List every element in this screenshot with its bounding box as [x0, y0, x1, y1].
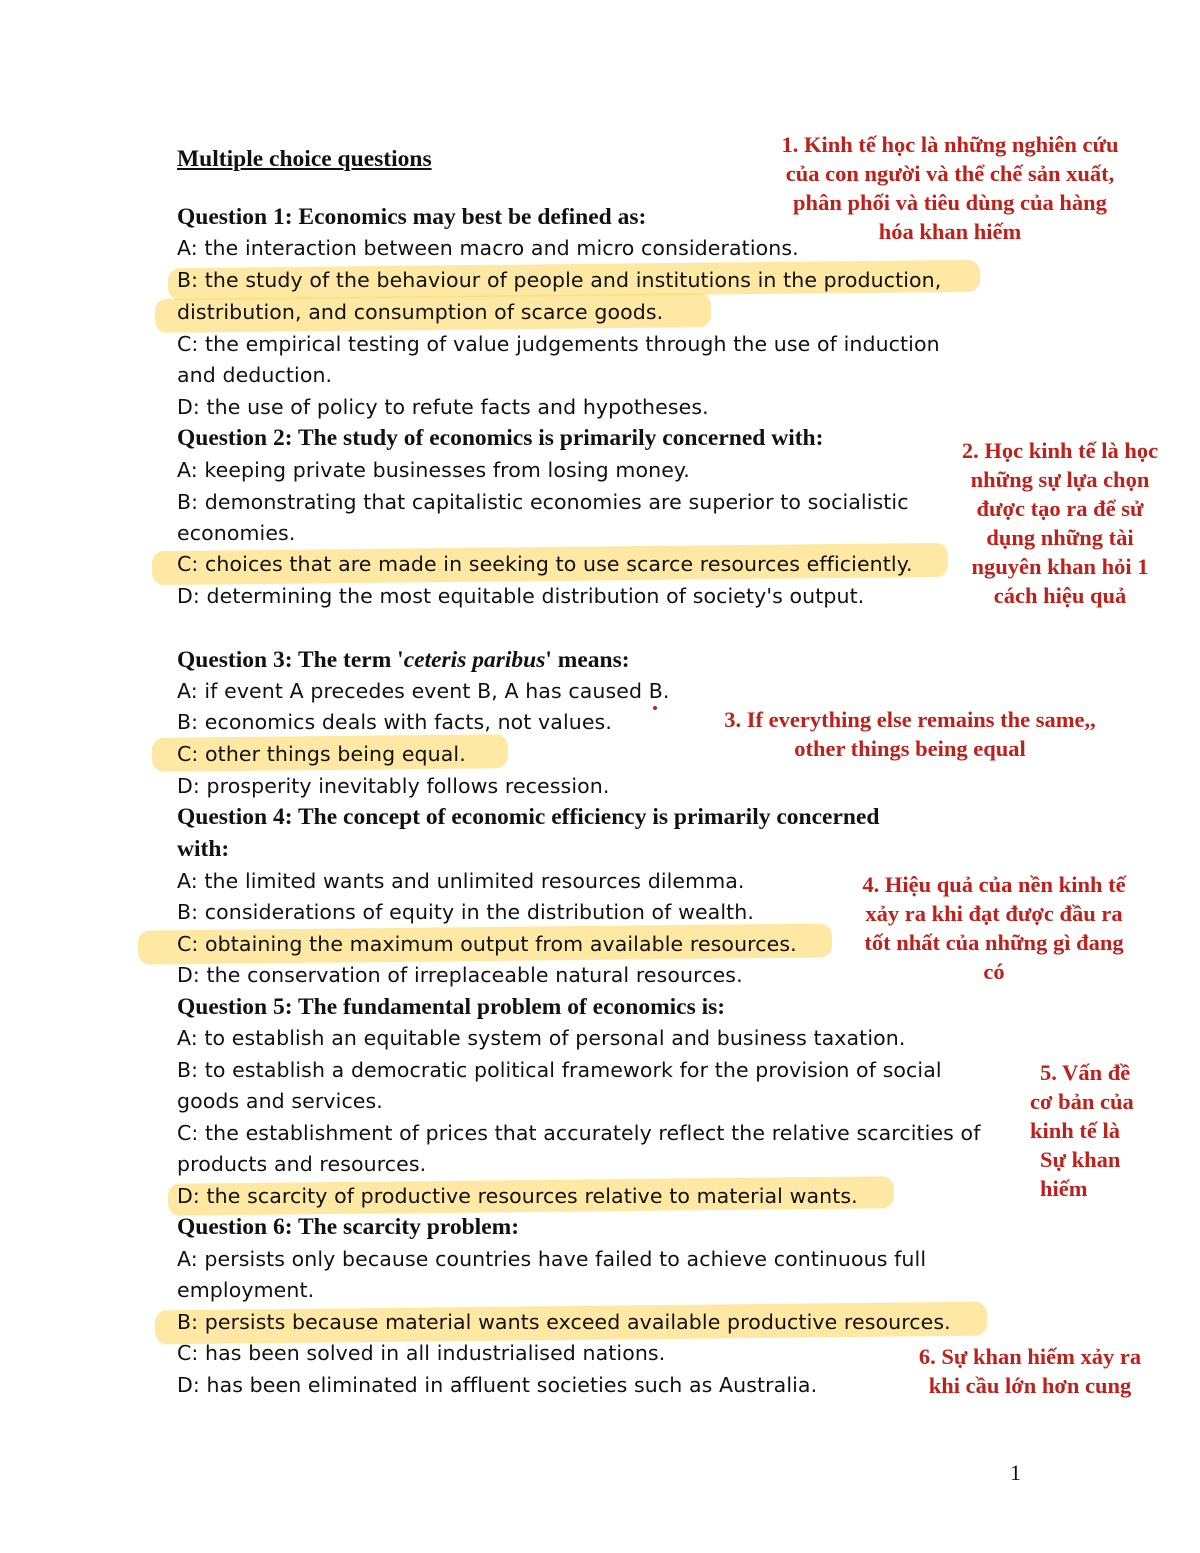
- question-6-option: D: has been eliminated in affluent societies such as Australia.: [177, 1373, 818, 1397]
- annotation-line: có: [983, 959, 1005, 984]
- annotation-line: 4. Hiệu quả của nền kinh tế: [862, 872, 1126, 897]
- annotation-line: những sự lựa chọn: [970, 467, 1150, 492]
- annotation-line: kinh tế là: [1030, 1118, 1121, 1143]
- question-4-heading-cont: with:: [177, 836, 230, 862]
- annotation-line: cách hiệu quả: [993, 583, 1127, 608]
- annotation-6: [880, 1342, 1180, 1400]
- annotation-line: 3. If everything else remains the same,,: [724, 707, 1096, 732]
- question-2-option: D: determining the most equitable distribution of society's output.: [177, 584, 865, 608]
- annotation-line: tốt nhất của những gì đang: [864, 930, 1124, 955]
- annotation-1: [740, 130, 1160, 246]
- question-3-option: A: if event A precedes event B, A has caused B.: [177, 679, 670, 703]
- annotation-line: xảy ra khi đạt được đầu ra: [865, 901, 1123, 926]
- annotation-line: phân phối và tiêu dùng của hàng: [793, 190, 1107, 215]
- question-6-option: employment.: [177, 1278, 315, 1302]
- annotation-line: dụng những tài: [986, 525, 1134, 550]
- question-3-heading-prefix: Question 3: The term ': [177, 647, 404, 673]
- annotation-line: của con người và thể chế sản xuất,: [785, 161, 1115, 186]
- question-4-heading: Question 4: The concept of economic efficiency is primarily concerned: [177, 804, 880, 830]
- question-4-option: C: obtaining the maximum output from available resources.: [177, 932, 797, 956]
- question-5-option: B: to establish a democratic political framework for the provision of social: [177, 1058, 942, 1082]
- question-6-option: B: persists because material wants exceed available productive resources.: [177, 1310, 951, 1334]
- question-1-option: B: the study of the behaviour of people and institutions in the production,: [177, 268, 942, 292]
- question-2-option: A: keeping private businesses from losing money.: [177, 458, 690, 482]
- annotation-line: được tạo ra để sử: [976, 496, 1144, 521]
- question-6-option: A: persists only because countries have failed to achieve continuous full: [177, 1247, 927, 1271]
- question-2-option: C: choices that are made in seeking to use scarce resources efficiently.: [177, 552, 913, 576]
- question-3-heading-term: ceteris paribus: [403, 647, 546, 673]
- annotation-3: [690, 705, 1130, 763]
- annotation-line: hiếm: [1040, 1176, 1088, 1201]
- question-4-option: A: the limited wants and unlimited resources dilemma.: [177, 869, 745, 893]
- document-title: Multiple choice questions: [177, 146, 432, 172]
- question-1-option: distribution, and consumption of scarce goods.: [177, 300, 664, 324]
- question-4-option: B: considerations of equity in the distribution of wealth.: [177, 900, 754, 924]
- question-3-option: D: prosperity inevitably follows recession.: [177, 774, 610, 798]
- question-5-option: A: to establish an equitable system of personal and business taxation.: [177, 1026, 906, 1050]
- question-5-option: products and resources.: [177, 1152, 427, 1176]
- question-5-heading: Question 5: The fundamental problem of economics is:: [177, 994, 726, 1020]
- annotation-2: [940, 436, 1180, 610]
- question-4-option: D: the conservation of irreplaceable natural resources.: [177, 963, 743, 987]
- question-1-heading: Question 1: Economics may best be defined as:: [177, 204, 647, 230]
- question-6-heading: Question 6: The scarcity problem:: [177, 1214, 520, 1240]
- question-5-option: goods and services.: [177, 1089, 383, 1113]
- annotation-line: 1. Kinh tế học là những nghiên cứu: [781, 132, 1119, 157]
- annotation-line: nguyên khan hỏi 1: [971, 554, 1149, 579]
- annotation-line: cơ bản của: [1030, 1089, 1134, 1114]
- question-3-option: B: economics deals with facts, not values.: [177, 710, 612, 734]
- question-5-option: D: the scarcity of productive resources relative to material wants.: [177, 1184, 858, 1208]
- question-1-option: C: the empirical testing of value judgements through the use of induction: [177, 332, 940, 356]
- annotation-line: 5. Vấn đề: [1040, 1060, 1131, 1085]
- annotation-line: khi cầu lớn hơn cung: [928, 1373, 1132, 1398]
- page-number: 1: [1010, 1460, 1021, 1485]
- question-2-option: B: demonstrating that capitalistic economies are superior to socialistic: [177, 490, 909, 514]
- question-6-option: C: has been solved in all industrialised nations.: [177, 1341, 666, 1365]
- question-2-heading: Question 2: The study of economics is primarily concerned with:: [177, 425, 824, 451]
- pen-dot: [653, 706, 657, 710]
- annotation-line: Sự khan: [1040, 1147, 1121, 1172]
- annotation-line: hóa khan hiếm: [878, 219, 1022, 244]
- question-1-option: and deduction.: [177, 363, 333, 387]
- question-2-option: economies.: [177, 521, 296, 545]
- question-3-option: C: other things being equal.: [177, 742, 466, 766]
- question-3-heading-suffix: ' means:: [545, 647, 630, 673]
- annotation-5: [1030, 1058, 1170, 1203]
- annotation-line: 6. Sự khan hiếm xảy ra: [918, 1344, 1142, 1369]
- annotation-4: [834, 870, 1154, 986]
- question-1-option: A: the interaction between macro and micro considerations.: [177, 236, 799, 260]
- question-5-option: C: the establishment of prices that accurately reflect the relative scarcities of: [177, 1121, 981, 1145]
- annotation-line: other things being equal: [794, 736, 1026, 761]
- question-1-option: D: the use of policy to refute facts and hypotheses.: [177, 395, 709, 419]
- question-3-heading: [177, 645, 630, 675]
- annotation-line: 2. Học kinh tế là học: [961, 438, 1159, 463]
